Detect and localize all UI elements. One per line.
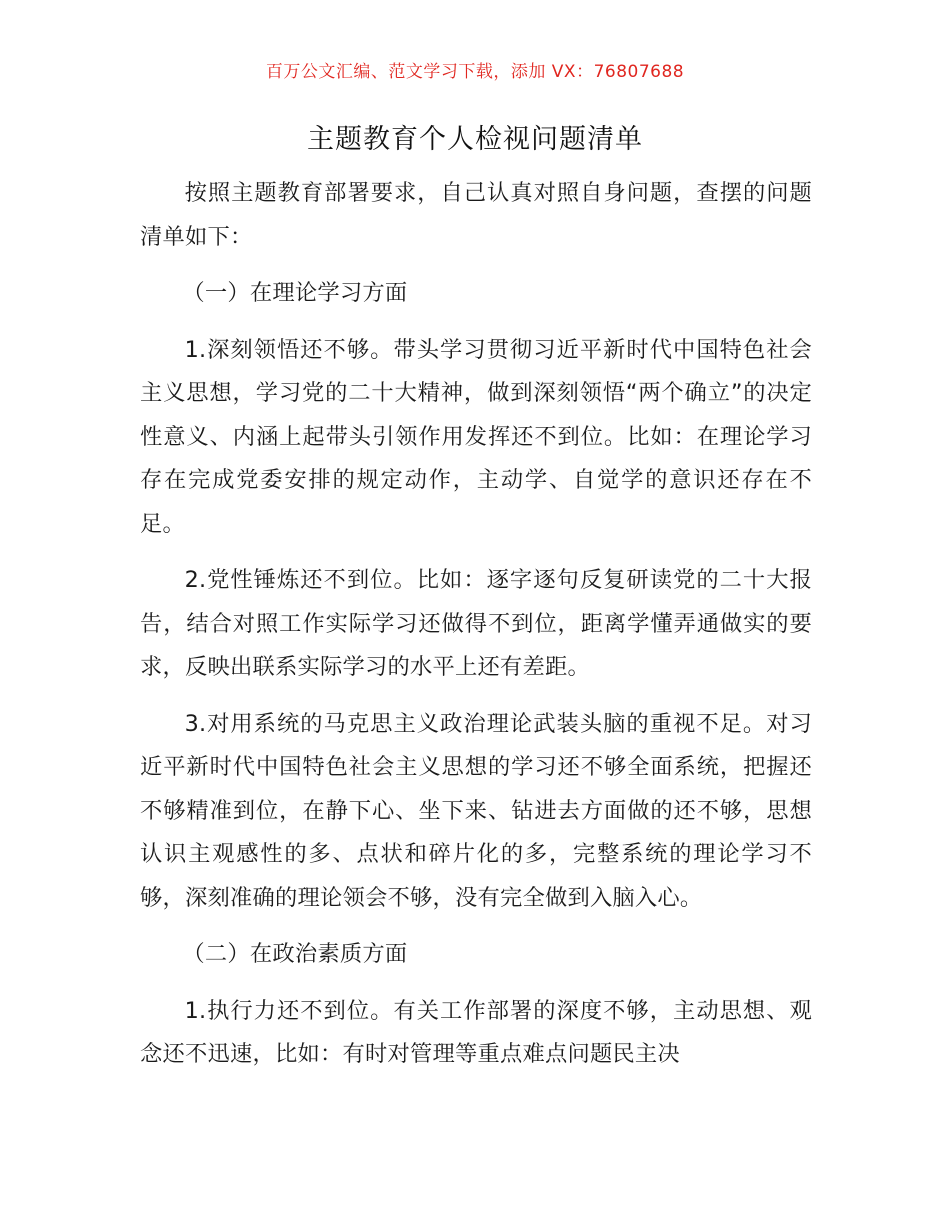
theory-item-1: 1.深刻领悟还不够。带头学习贯彻习近平新时代中国特色社会主义思想，学习党的二十大精神，做到深刻领悟“两个确立”的决定性意义、内涵上起带头引领作用发挥还不到位。比如：在理论学习存在完成党委安排的规定动作，主动学、自觉学的意识还存在不足。 — [140, 336, 812, 537]
document-body — [140, 172, 812, 1090]
intro-paragraph: 按照主题教育部署要求，自己认真对照自身问题，查摆的问题清单如下： — [140, 180, 812, 250]
theory-item-2: 2.党性锤炼还不到位。比如：逐字逐句反复研读党的二十大报告，结合对照工作实际学习还做得不到位，距离学懂弄通做实的要求，反映出联系实际学习的水平上还有差距。 — [140, 567, 812, 680]
section-heading-theory-study: （一）在理论学习方面 — [182, 280, 408, 306]
theory-item-3: 3.对用系统的马克思主义政治理论武装头脑的重视不足。对习近平新时代中国特色社会主义思想的学习还不够全面系统，把握还不够精准到位，在静下心、坐下来、钻进去方面做的还不够，思想认识主观感性的多、点状和碎片化的多，完整系统的理论学习不够，深刻准确的理论领会不够，没有完全做到入脑入心。 — [140, 710, 812, 911]
political-item-1: 1.执行力还不到位。有关工作部署的深度不够，主动思想、观念还不迅速，比如：有时对管理等重点难点问题民主决 — [140, 997, 812, 1067]
document-title: 主题教育个人检视问题清单 — [307, 124, 643, 155]
section-heading-political-quality: （二）在政治素质方面 — [182, 941, 408, 967]
header-banner: 百万公文汇编、范文学习下载，添加 VX：76807688 — [265, 62, 685, 82]
